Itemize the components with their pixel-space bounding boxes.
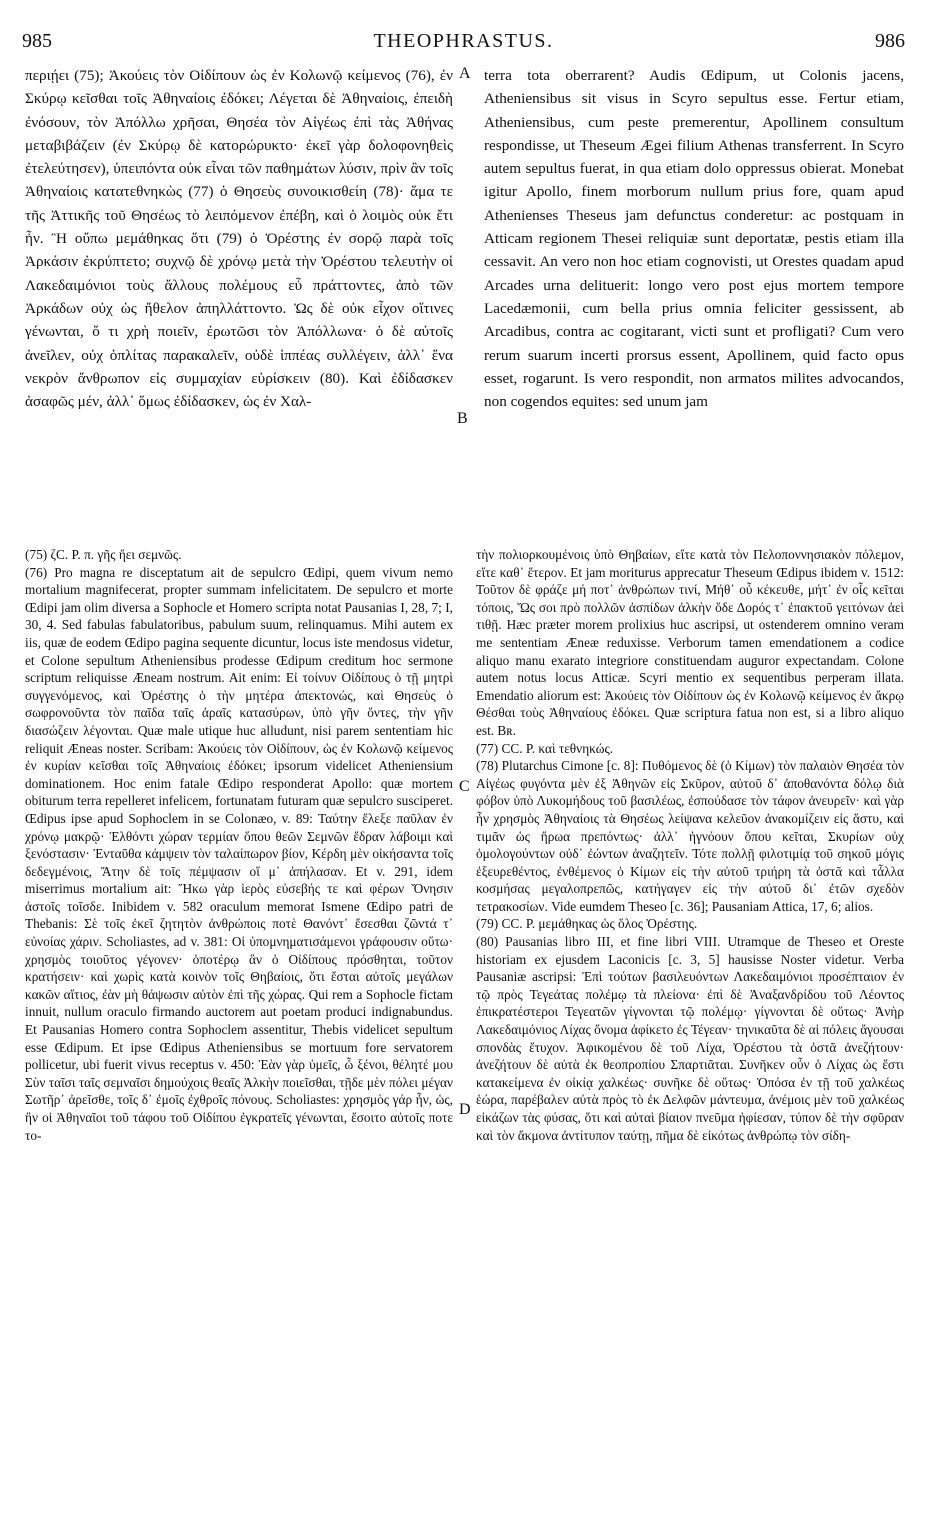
footnotes-left-column	[25, 546, 453, 1144]
footnote-75: (75) ζC. P. π. γῆς ἤει σεμνῶς.	[25, 547, 182, 562]
running-header	[22, 30, 905, 58]
footnote-78: (78) Plutarchus Cimone [c. 8]: Πυθόμενος δὲ (ὁ Κίμων) τὸν παλαιὸν Θησέα τὸν Αἰγέως φυγόντα μὲν ἐξ Ἀθηνῶν εἰς Σκῦρον, αὐτοῦ δ᾽ ἀποθανόντα δόλῳ διὰ φόβον ὑπὸ Λυκομήδους τοῦ βασιλέως, ἐσπούδασε τὸν τάφον ἀνευρεῖν· καὶ γὰρ ἦν χρησμὸς Ἀθηναίοις τὰ Θησέως λείψανα κελεῦον ἀνακομίζειν εἰς ἄστυ, καὶ τιμᾶν ὡς ἥρωα πρεπόντως· ἀλλ᾽ ἠγνόουν ὅπου κεῖται, Σκυρίων οὐχ ὁμολογούντων οὐδ᾽ ἐώντων ἀναζητεῖν. Τότε πολλῇ φιλοτιμίᾳ τοῦ σηκοῦ μόγις ἐξευρεθέντος, ἐνθέμενος ὁ Κίμων εἰς τὴν αὐτοῦ τριήρη τὰ ὀστᾶ καὶ τἆλλα κοσμήσας μεγαλοπρεπῶς, κατήγαγεν εἰς τὴν αὐτοῦ δι᾽ ἐτῶν σχεδὸν τετρακοσίων. Vide eumdem Theseo [c. 36]; Pausaniam Attica, 17, 6; alios.	[476, 758, 904, 914]
footnote-80: (80) Pausanias libro III, et fine libri VIII. Utramque de Theseo et Oreste historiam ex ejusdem Laconicis [c. 3, 5] hausisse Noster videtur. Verba Pausaniæ ascripsi: Ἐπὶ τούτων βασιλευόντων Λακεδαιμόνιοι προσέπταιον ἐν τῷ πρὸς Τεγεάτας πολέμῳ τὰ πλείονα· ἐπὶ δὲ Ἀναξανδρίδου τοῦ Λέοντος ἐπικρατέστεροι Τεγεατῶν γίγνονται τῷ πολέμῳ· γίγνονται δὲ οὕτως· Ἀνὴρ Λακεδαιμόνιος Λίχας ὄνομα ἀφίκετο ἐς Τέγεαν· τηνικαῦτα δὲ αἱ πόλεις ἄγουσαι σπονδὰς ἔτυχον. Ἀφικομένου δὲ τοῦ Λίχα, Ὀρέστου τὰ ὀστᾶ ἀνεζήτουν· ἀνεζήτουν δὲ αὐτὰ ἐκ θεοπροπίου Σπαρτιᾶται. Συνῆκεν οὖν ὁ Λίχας ὡς ἔστι κατακείμενα ἐν οἰκίᾳ χαλκέως· συνῆκε δὲ οὕτως· Ὁπόσα ἐν τῇ τοῦ χαλκέως ἑώρα, παρέβαλεν αὐτὰ πρὸς τὸ ἐκ Δελφῶν μάντευμα, ἀνέμοις μὲν τοῦ χαλκέως εἰκάζων τὰς φύσας, ὅτι καὶ αὐταὶ βίαιον πνεῦμα ἠφίεσαν, τύπον δὲ τὴν σφῦραν καὶ τὸν ἄκμονα ἀντίτυπον ταύτῃ, πῆμα δὲ εἰκότως ἀνθρώπῳ τὸν σίδη-	[476, 934, 904, 1143]
latin-translation-column	[484, 64, 904, 413]
running-title: THEOPHRASTUS.	[373, 30, 554, 52]
margin-letter-c: C	[459, 778, 470, 795]
latin-paragraph: terra tota oberrarent? Audis Œdipum, ut Colonis jacens, Atheniensibus sit visus in Scyro sepultus esse. Fertur etiam, Atheniensibus, cum peste premerentur, Apollinem consultum respondisse, ut Theseum Ægei filium Athenas transferrent. In Scyro autem sepultus fuerat, in qua etiam dolo oppressus obierat. Monebat igitur Apollo, finem morborum nullum prius fore, quam apud Athenienses Theseus jam defunctus conderetur: ac postquam in Atticam regionem Thesei reliquiæ sunt deportatæ, pestis etiam illa cessavit. An vero non hoc etiam cognovisti, ut Orestes quadam apud Arcades urna delituerit: longo vero post ejus mortem tempore Lacedæmonii, cum bella prius omnia feliciter gessissent, ab Arcadibus, contra ac cogitarant, victi sunt et profligati? Cum vero rerum suarum incerti prorsus essent, Apollinem, quid facto opus esset, rogarunt. Is vero respondit, non armatos milites advocandos, non cogendos equites: sed unum jam	[484, 67, 904, 411]
page-number-left: 985	[22, 30, 52, 52]
footnote-77: (77) CC. P. καὶ τεθνηκώς.	[476, 740, 614, 756]
footnote-76: (76) Pro magna re disceptatum ait de sepulcro Œdipi, quem vivum nemo mortalium magnifecerat, propter summam infelicitatem. De sepulcro et morte Œdipi jam olim diversa a Sophocle et Homero scripta notat Pausanias I, 28, 7; I, 30, 4. Sed fabulas fabulatoribus, pabulum suum, relinquamus. Mihi autem ex iis, quæ de eodem Œdipo pagina sequente dicuntur, locus iste mendosus videtur, et Colone sepultum Atheniensibus prodesse Œdipum creditum hoc sermone scriptum reliquisse Æneam nostrum. Ait enim: Εἰ τοίνυν Οἰδίπους ὁ τῇ μητρὶ συγγενόμενος, καὶ Ὀρέστης ὁ τὴν μητέρα ἀπεκτονώς, καὶ Θησεὺς ὁ σωφρονοῦντα τὸν παῖδα ταῖς ἀραῖς κατασύρων, ὑπὸ γῆν ὄντες, τὴν γῆν διασώζειν λέγονται. Quæ male utique huc alludunt, nisi parem sententiam hic reliquit Æneas noster. Scribam: Ἀκούεις τὸν Οἰδίπουν, ὡς ἐν Κολωνῷ κείμενος ἐν κυρίαν κεῖσθαι τοῖς Ἀθηναίοις ἐδόκει; ipsorum videlicet Atheniensium dominationem. Hoc enim fatale Œdipo responderat Apollo: quæ mortem obiturum terra repelleret infelicem, fortunatam futuram quæ sepulcro susciperet. Œdipus ipse apud Sophoclem in se Colonæo, v. 89: Ταύτην ἔλεξε παῦλαν ἐν χρόνῳ μακρῷ· Ἐλθόντι χώραν τερμίαν ὅπου θεῶν Σεμνῶν ἕδραν λάβοιμι καὶ ξενόστασιν· Ἐνταῦθα κάμψειν τὸν ταλαίπωρον βίον, Κέρδη μὲν οἰκήσαντα τοῖς δεδεγμένοις, Ἄτην δὲ τοῖς πέμψασιν οἵ μ᾽ ἀπήλασαν. Et v. 291, idem miserrimus mortalium ait: Ἥκω γὰρ ἱερὸς εὐσεβής τε καὶ φέρων Ὄνησιν ἀστοῖς τοῖσδε. Inibidem v. 582 oraculum memorat Ismene Œdipo patri de Thebanis: Σὲ τοῖς ἐκεῖ ζητητὸν ἀνθρώποις ποτὲ Θανόντ᾽ ἔσεσθαι ζῶντά τ᾽ εὐνοίας χάριν. Scholiastes, ad v. 381: Οἱ ὑπομνηματισάμενοι γράφουσιν οὕτω· χρησμὸς τοιοῦτος γέγονεν· ὁποτέρῳ ἂν ὁ Οἰδίπους πρόσθηται, τοῦτον κρατήσειν· καὶ χωρὶς κατὰ κοινὸν τοῖς Θηβαίοις, ὅτι ἔσται αὐτοῖς μεγάλων κακῶν αἴτιος, ἐὰν μὴ θάψωσιν αὐτὸν ἐπὶ τῆς χώρας. Qui rem a Sophocle fictam innuit, nullum oraculo firmando auctorem aut poetam produci indignabundus. Et Pausanias Homero contra Sophoclem assentitur, Thebis videlicet sepultum esse Œdipum. Et ipse Œdipus Atheniensibus se mortuum fore servatorem pollicetur, ubi fuerit vivus receptus v. 450: Ἐὰν γὰρ ὑμεῖς, ὦ ξένοι, θέλητέ μου Σὺν ταῖσι ταῖς σεμναῖσι δημούχοις θεαῖς Ἀλκὴν ποιεῖσθαι, τῇδε μὲν πόλει μέγαν Σωτῆρ᾽ ἀρεῖσθε, τοῖς δ᾽ ἐμοῖς ἐχθροῖς πόνους. Scholiastes: χρησμὸς γάρ ἦν, ὡς, ἣν οἱ Ἀθηναῖοι τοῦ τάφου τοῦ Οἰδίπου ἐγκρατεῖς γένωνται, ἔσοιτο αὐτοῖς ποτε το-	[25, 564, 453, 1143]
margin-letter-b: B	[457, 410, 468, 427]
page-number-right: 986	[875, 30, 905, 52]
footnote-76-continued: τὴν πολιορκουμένοις ὑπὸ Θηβαίων, εἴτε κατὰ τὸν Πελοποννησιακὸν πόλεμον, εἴτε καθ᾽ ἕτερον. Et jam moriturus apprecatur Theseum Œdipus ibidem v. 1512: Τοῦτον δὲ φράζε μή ποτ᾽ ἀνθρώπων τινί, Μήθ᾽ οὗ κέκευθε, μήτ᾽ ἐν οἷς κεῖται τόποις, Ὥς σοι πρὸ πολλῶν ἀσπίδων ἀλκὴν ὅδε Δορός τ᾽ ἐπακτοῦ γειτόνων ἀεὶ τιθῇ. Hæc præter morem prolixius huc ascripsi, ut ostenderem omnino veram me sententiam Æneæ reduxisse. Verborum tamen emendationem a codice aliquo manu exarato integriore constituendam auguror expectandam. Colone autem notus locus Atticæ. Scyri mentio ex sequentibus perperam illata. Emendatio aliorum est: Ἀκούεις τὸν Οἰδίπουν ὡς ἐν Κολωνῷ κείμενος ἐν ἄκρῳ Θέσθαι τοὺς Ἀθηναίους ἐδόκει. Quæ scriptura fatua non est, si a libro aliquo est. Bʀ.	[476, 547, 904, 738]
greek-paragraph: περιῄει (75); Ἀκούεις τὸν Οἰδίπουν ὡς ἐν Κολωνῷ κείμενος (76), ἐν Σκύρῳ κεῖσθαι τοῖς Ἀθηναίοις ἐδόκει; Λέγεται δὲ Ἀθηναίοις, ἐπειδὴ ἐνόσουν, τὸν Ἀπόλλω χρῆσαι, Θησέα τὸν Αἰγέως ἐπὶ τὰς Ἀθήνας μεταβιβάζειν (ἐν Σκύρῳ δὲ κατορώρυκτο· ἐκεῖ γὰρ δολοφονηθεὶς ἐτελεύτησεν), ὑπειπόντα οὐκ εἶναι τῶν παθημάτων λύσιν, πρὶν ἂν τοῖς Ἀθηναίοις κατατεθνηκὼς (77) ὁ Θησεὺς συνοικισθείη (78)· ἅμα τε τῆς Ἀττικῆς τοῦ Θησέως τὸ λειπόμενον ἐπέβη, καὶ ὁ λοιμὸς οὐκ ἔτι ἦν. Ἢ οὔπω μεμάθηκας ὅτι (79) ὁ Ὀρέστης ἐν σορῷ παρὰ τοῖς Ἀρκάσιν ἐκρύπτετο; συχνῷ δὲ χρόνῳ μετὰ τὴν Ὀρέστου τελευτὴν οἱ Λακεδαιμόνιοι τοὺς ἄλλους πολέμους εὖ πράττοντες, ἀπὸ τῶν Ἀρκάδων οὐχ ὡς ἤθελον ἀπηλλάττοντο. Ὡς δὲ οὐκ εἶχον οἵτινες γένωνται, ὅ τι χρὴ ποιεῖν, ἐρωτῶσι τὸν Ἀπόλλωνα· ὁ δὲ αὐτοῖς ἀνεῖλεν, οὐχ ὁπλίτας παρακαλεῖν, οὐδὲ ἱππέας συλλέγειν, ἀλλ᾽ ἕνα νεκρὸν ἄνθρωπον εἰς συμμαχίαν εὑρίσκειν (80). Καὶ ἐδίδασκεν ἀσαφῶς μέν, ἀλλ᾽ ὅμως ἐδίδασκεν, ὡς ἐν Χαλ-	[25, 67, 453, 411]
margin-letter-a: A	[459, 65, 471, 82]
margin-letter-d: D	[459, 1101, 471, 1118]
footnote-79: (79) CC. P. μεμάθηκας ὡς ὅλος Ὀρέστης.	[476, 916, 698, 932]
footnotes-right-column	[476, 546, 904, 1144]
greek-text-column	[25, 64, 453, 413]
